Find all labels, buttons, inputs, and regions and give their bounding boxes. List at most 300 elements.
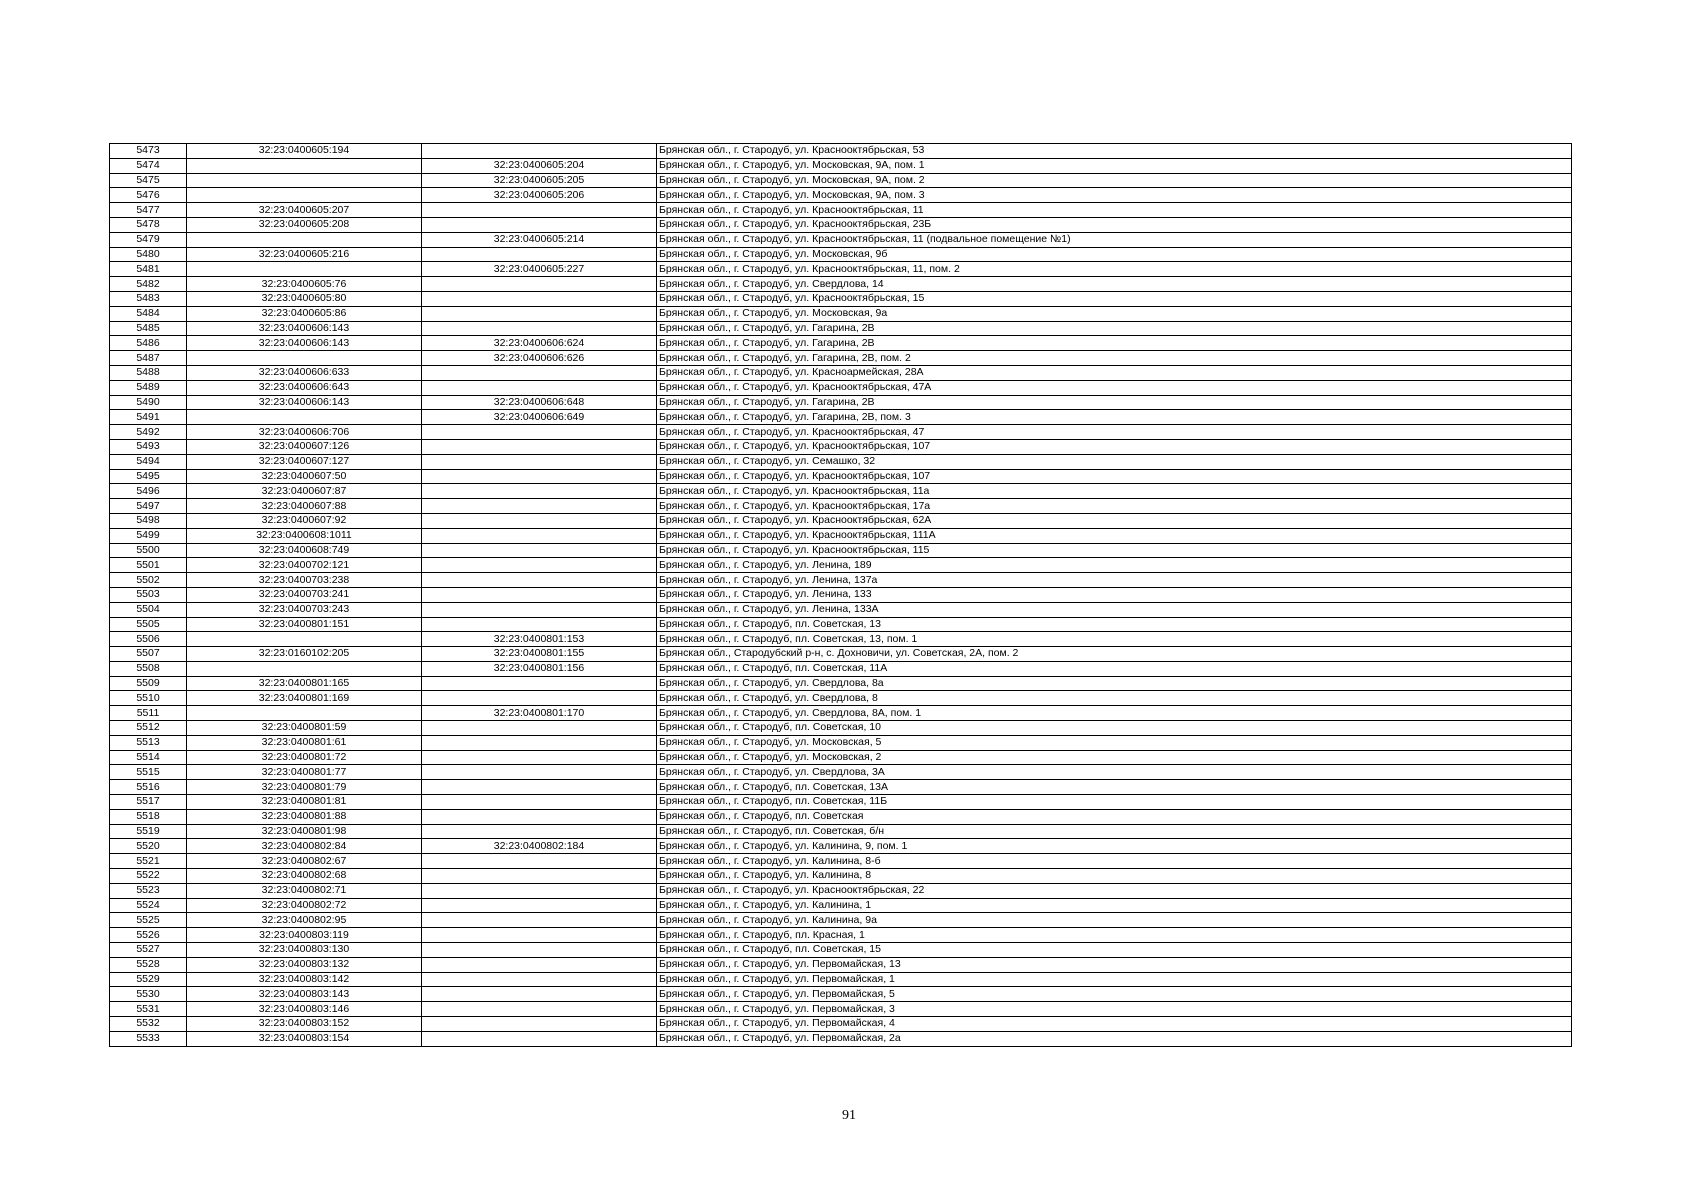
table-row <box>110 410 1572 425</box>
premises-cadastral-number-cell <box>422 883 657 898</box>
row-number-cell: 5473 <box>110 144 187 159</box>
premises-cadastral-number-cell: 32:23:0400801:155 <box>422 647 657 662</box>
page-number: 91 <box>842 1108 856 1123</box>
premises-cadastral-number-cell <box>422 1031 657 1046</box>
row-number-cell: 5498 <box>110 513 187 528</box>
address-cell: Брянская обл., г. Стародуб, ул. Краснооктябрьская, 22 <box>657 883 1572 898</box>
row-number-cell: 5475 <box>110 173 187 188</box>
table-row <box>110 691 1572 706</box>
cadastral-number-cell: 32:23:0400802:71 <box>187 883 422 898</box>
premises-cadastral-number-cell <box>422 1017 657 1032</box>
premises-cadastral-number-cell <box>422 765 657 780</box>
table-row <box>110 765 1572 780</box>
row-number-cell: 5526 <box>110 928 187 943</box>
row-number-cell: 5493 <box>110 439 187 454</box>
row-number-cell: 5483 <box>110 291 187 306</box>
row-number-cell: 5512 <box>110 721 187 736</box>
address-cell: Брянская обл., г. Стародуб, пл. Советская, б/н <box>657 824 1572 839</box>
row-number-cell: 5520 <box>110 839 187 854</box>
row-number-cell: 5487 <box>110 351 187 366</box>
row-number-cell: 5495 <box>110 469 187 484</box>
row-number-cell: 5484 <box>110 306 187 321</box>
table-row <box>110 351 1572 366</box>
address-cell: Брянская обл., г. Стародуб, ул. Краснооктябрьская, 47А <box>657 380 1572 395</box>
table-row <box>110 706 1572 721</box>
row-number-cell: 5504 <box>110 602 187 617</box>
address-cell: Брянская обл., г. Стародуб, ул. Ленина, 189 <box>657 558 1572 573</box>
table-row <box>110 883 1572 898</box>
premises-cadastral-number-cell <box>422 469 657 484</box>
row-number-cell: 5491 <box>110 410 187 425</box>
table-row <box>110 291 1572 306</box>
address-cell: Брянская обл., г. Стародуб, ул. Ленина, 133 <box>657 587 1572 602</box>
table-row <box>110 543 1572 558</box>
cadastral-number-cell <box>187 173 422 188</box>
row-number-cell: 5519 <box>110 824 187 839</box>
cadastral-number-cell: 32:23:0400801:59 <box>187 721 422 736</box>
cadastral-number-cell: 32:23:0400608:1011 <box>187 528 422 543</box>
table-row <box>110 336 1572 351</box>
table-row <box>110 824 1572 839</box>
premises-cadastral-number-cell: 32:23:0400606:626 <box>422 351 657 366</box>
premises-cadastral-number-cell <box>422 824 657 839</box>
premises-cadastral-number-cell <box>422 735 657 750</box>
table-row <box>110 1017 1572 1032</box>
premises-cadastral-number-cell <box>422 676 657 691</box>
cadastral-number-cell: 32:23:0400802:72 <box>187 898 422 913</box>
address-cell: Брянская обл., г. Стародуб, ул. Семашко, 32 <box>657 454 1572 469</box>
document-table <box>109 143 1572 1047</box>
cadastral-number-cell <box>187 262 422 277</box>
premises-cadastral-number-cell <box>422 306 657 321</box>
address-cell: Брянская обл., г. Стародуб, ул. Первомайская, 4 <box>657 1017 1572 1032</box>
address-cell: Брянская обл., г. Стародуб, ул. Московская, 9А, пом. 2 <box>657 173 1572 188</box>
cadastral-number-cell <box>187 632 422 647</box>
table-row <box>110 513 1572 528</box>
premises-cadastral-number-cell: 32:23:0400605:214 <box>422 232 657 247</box>
cadastral-number-cell: 32:23:0400606:706 <box>187 425 422 440</box>
table-row <box>110 795 1572 810</box>
premises-cadastral-number-cell <box>422 987 657 1002</box>
premises-cadastral-number-cell <box>422 425 657 440</box>
premises-cadastral-number-cell <box>422 439 657 454</box>
cadastral-number-cell: 32:23:0400703:238 <box>187 573 422 588</box>
premises-cadastral-number-cell <box>422 277 657 292</box>
cadastral-number-cell: 32:23:0400607:127 <box>187 454 422 469</box>
cadastral-number-cell: 32:23:0400801:151 <box>187 617 422 632</box>
premises-cadastral-number-cell: 32:23:0400605:206 <box>422 188 657 203</box>
row-number-cell: 5481 <box>110 262 187 277</box>
table-row <box>110 158 1572 173</box>
address-cell: Брянская обл., г. Стародуб, пл. Советская, 11Б <box>657 795 1572 810</box>
address-cell: Брянская обл., г. Стародуб, ул. Ленина, 137а <box>657 573 1572 588</box>
cadastral-number-cell: 32:23:0400607:88 <box>187 499 422 514</box>
premises-cadastral-number-cell <box>422 750 657 765</box>
table-row <box>110 750 1572 765</box>
cadastral-number-cell: 32:23:0400607:50 <box>187 469 422 484</box>
premises-cadastral-number-cell <box>422 543 657 558</box>
cadastral-number-cell: 32:23:0400605:80 <box>187 291 422 306</box>
address-cell: Брянская обл., г. Стародуб, ул. Московская, 9б <box>657 247 1572 262</box>
address-cell: Брянская обл., г. Стародуб, пл. Советская, 10 <box>657 721 1572 736</box>
address-cell: Брянская обл., г. Стародуб, ул. Краснооктябрьская, 115 <box>657 543 1572 558</box>
cadastral-number-cell <box>187 706 422 721</box>
address-cell: Брянская обл., г. Стародуб, ул. Московская, 2 <box>657 750 1572 765</box>
table-row <box>110 1031 1572 1046</box>
premises-cadastral-number-cell <box>422 513 657 528</box>
address-cell: Брянская обл., г. Стародуб, ул. Краснооктябрьская, 15 <box>657 291 1572 306</box>
row-number-cell: 5501 <box>110 558 187 573</box>
row-number-cell: 5474 <box>110 158 187 173</box>
table-row <box>110 809 1572 824</box>
cadastral-number-cell: 32:23:0400802:95 <box>187 913 422 928</box>
cadastral-number-cell: 32:23:0400801:72 <box>187 750 422 765</box>
address-cell: Брянская обл., г. Стародуб, пл. Советская, 11А <box>657 661 1572 676</box>
cadastral-number-cell: 32:23:0400607:126 <box>187 439 422 454</box>
table-row <box>110 454 1572 469</box>
premises-cadastral-number-cell: 32:23:0400605:205 <box>422 173 657 188</box>
row-number-cell: 5505 <box>110 617 187 632</box>
row-number-cell: 5503 <box>110 587 187 602</box>
address-cell: Брянская обл., г. Стародуб, ул. Свердлова, 8а <box>657 676 1572 691</box>
premises-cadastral-number-cell: 32:23:0400801:170 <box>422 706 657 721</box>
premises-cadastral-number-cell <box>422 587 657 602</box>
cadastral-number-cell: 32:23:0400801:88 <box>187 809 422 824</box>
cadastral-number-cell: 32:23:0400605:216 <box>187 247 422 262</box>
table-row <box>110 173 1572 188</box>
row-number-cell: 5515 <box>110 765 187 780</box>
address-cell: Брянская обл., Стародубский р-н, с. Дохновичи, ул. Советская, 2А, пом. 2 <box>657 647 1572 662</box>
premises-cadastral-number-cell <box>422 217 657 232</box>
address-cell: Брянская обл., г. Стародуб, пл. Советская, 15 <box>657 943 1572 958</box>
table-row <box>110 647 1572 662</box>
premises-cadastral-number-cell <box>422 928 657 943</box>
premises-cadastral-number-cell <box>422 144 657 159</box>
premises-cadastral-number-cell: 32:23:0400605:204 <box>422 158 657 173</box>
address-cell: Брянская обл., г. Стародуб, ул. Калинина, 9а <box>657 913 1572 928</box>
premises-cadastral-number-cell: 32:23:0400801:156 <box>422 661 657 676</box>
premises-cadastral-number-cell <box>422 721 657 736</box>
address-cell: Брянская обл., г. Стародуб, ул. Свердлова, 3А <box>657 765 1572 780</box>
row-number-cell: 5511 <box>110 706 187 721</box>
cadastral-number-cell: 32:23:0400605:194 <box>187 144 422 159</box>
premises-cadastral-number-cell: 32:23:0400606:624 <box>422 336 657 351</box>
document-table-body <box>110 144 1572 1047</box>
table-row <box>110 661 1572 676</box>
row-number-cell: 5485 <box>110 321 187 336</box>
row-number-cell: 5530 <box>110 987 187 1002</box>
row-number-cell: 5514 <box>110 750 187 765</box>
address-cell: Брянская обл., г. Стародуб, ул. Первомайская, 3 <box>657 1002 1572 1017</box>
address-cell: Брянская обл., г. Стародуб, пл. Советская, 13 <box>657 617 1572 632</box>
row-number-cell: 5482 <box>110 277 187 292</box>
address-cell: Брянская обл., г. Стародуб, ул. Краснооктябрьская, 17а <box>657 499 1572 514</box>
address-cell: Брянская обл., г. Стародуб, пл. Красная, 1 <box>657 928 1572 943</box>
table-row <box>110 528 1572 543</box>
row-number-cell: 5492 <box>110 425 187 440</box>
table-row <box>110 232 1572 247</box>
table-row <box>110 617 1572 632</box>
address-cell: Брянская обл., г. Стародуб, ул. Краснооктябрьская, 107 <box>657 439 1572 454</box>
address-cell: Брянская обл., г. Стародуб, ул. Краснооктябрьская, 11 (подвальное помещение №1) <box>657 232 1572 247</box>
address-cell: Брянская обл., г. Стародуб, ул. Краснооктябрьская, 53 <box>657 144 1572 159</box>
address-cell: Брянская обл., г. Стародуб, ул. Краснооктябрьская, 111А <box>657 528 1572 543</box>
row-number-cell: 5499 <box>110 528 187 543</box>
cadastral-number-cell <box>187 351 422 366</box>
table-row <box>110 469 1572 484</box>
address-cell: Брянская обл., г. Стародуб, ул. Московская, 5 <box>657 735 1572 750</box>
table-row <box>110 217 1572 232</box>
table-row <box>110 928 1572 943</box>
premises-cadastral-number-cell <box>422 617 657 632</box>
premises-cadastral-number-cell <box>422 854 657 869</box>
row-number-cell: 5523 <box>110 883 187 898</box>
premises-cadastral-number-cell <box>422 869 657 884</box>
cadastral-number-cell: 32:23:0400605:207 <box>187 203 422 218</box>
cadastral-number-cell: 32:23:0400801:79 <box>187 780 422 795</box>
premises-cadastral-number-cell: 32:23:0400606:648 <box>422 395 657 410</box>
premises-cadastral-number-cell <box>422 943 657 958</box>
row-number-cell: 5480 <box>110 247 187 262</box>
table-row <box>110 247 1572 262</box>
cadastral-number-cell: 32:23:0400802:84 <box>187 839 422 854</box>
row-number-cell: 5502 <box>110 573 187 588</box>
cadastral-number-cell: 32:23:0400801:165 <box>187 676 422 691</box>
table-row <box>110 587 1572 602</box>
cadastral-number-cell: 32:23:0400802:67 <box>187 854 422 869</box>
row-number-cell: 5477 <box>110 203 187 218</box>
cadastral-number-cell: 32:23:0400803:119 <box>187 928 422 943</box>
table-row <box>110 987 1572 1002</box>
table-row <box>110 144 1572 159</box>
address-cell: Брянская обл., г. Стародуб, ул. Краснооктябрьская, 11 <box>657 203 1572 218</box>
cadastral-number-cell: 32:23:0400803:130 <box>187 943 422 958</box>
row-number-cell: 5497 <box>110 499 187 514</box>
table-row <box>110 898 1572 913</box>
table-row <box>110 203 1572 218</box>
address-cell: Брянская обл., г. Стародуб, пл. Советская, 13, пом. 1 <box>657 632 1572 647</box>
premises-cadastral-number-cell: 32:23:0400605:227 <box>422 262 657 277</box>
row-number-cell: 5490 <box>110 395 187 410</box>
row-number-cell: 5529 <box>110 972 187 987</box>
cadastral-number-cell: 32:23:0400606:633 <box>187 365 422 380</box>
row-number-cell: 5531 <box>110 1002 187 1017</box>
row-number-cell: 5488 <box>110 365 187 380</box>
address-cell: Брянская обл., г. Стародуб, ул. Московская, 9А, пом. 3 <box>657 188 1572 203</box>
table-row <box>110 957 1572 972</box>
premises-cadastral-number-cell <box>422 499 657 514</box>
address-cell: Брянская обл., г. Стародуб, ул. Краснооктябрьская, 107 <box>657 469 1572 484</box>
table-row <box>110 484 1572 499</box>
cadastral-number-cell: 32:23:0400802:68 <box>187 869 422 884</box>
row-number-cell: 5513 <box>110 735 187 750</box>
row-number-cell: 5524 <box>110 898 187 913</box>
address-cell: Брянская обл., г. Стародуб, ул. Московская, 9А, пом. 1 <box>657 158 1572 173</box>
cadastral-number-cell: 32:23:0400803:132 <box>187 957 422 972</box>
premises-cadastral-number-cell <box>422 780 657 795</box>
row-number-cell: 5525 <box>110 913 187 928</box>
row-number-cell: 5532 <box>110 1017 187 1032</box>
table-row <box>110 839 1572 854</box>
address-cell: Брянская обл., г. Стародуб, ул. Первомайская, 2а <box>657 1031 1572 1046</box>
address-cell: Брянская обл., г. Стародуб, ул. Московская, 9а <box>657 306 1572 321</box>
address-cell: Брянская обл., г. Стародуб, ул. Краснооктябрьская, 23Б <box>657 217 1572 232</box>
premises-cadastral-number-cell <box>422 380 657 395</box>
address-cell: Брянская обл., г. Стародуб, ул. Свердлова, 8 <box>657 691 1572 706</box>
address-cell: Брянская обл., г. Стародуб, ул. Гагарина, 2В, пом. 3 <box>657 410 1572 425</box>
address-cell: Брянская обл., г. Стародуб, ул. Краснооктябрьская, 62А <box>657 513 1572 528</box>
row-number-cell: 5476 <box>110 188 187 203</box>
row-number-cell: 5521 <box>110 854 187 869</box>
cadastral-number-cell: 32:23:0400606:143 <box>187 336 422 351</box>
premises-cadastral-number-cell <box>422 365 657 380</box>
address-cell: Брянская обл., г. Стародуб, ул. Калинина, 1 <box>657 898 1572 913</box>
cadastral-number-cell: 32:23:0400801:81 <box>187 795 422 810</box>
address-cell: Брянская обл., г. Стародуб, ул. Краснооктябрьская, 11а <box>657 484 1572 499</box>
cadastral-number-cell: 32:23:0400606:643 <box>187 380 422 395</box>
row-number-cell: 5506 <box>110 632 187 647</box>
cadastral-number-cell: 32:23:0400801:77 <box>187 765 422 780</box>
cadastral-number-cell: 32:23:0400803:154 <box>187 1031 422 1046</box>
cadastral-number-cell: 32:23:0400801:98 <box>187 824 422 839</box>
address-cell: Брянская обл., г. Стародуб, ул. Гагарина, 2В <box>657 321 1572 336</box>
address-cell: Брянская обл., г. Стародуб, ул. Калинина, 9, пом. 1 <box>657 839 1572 854</box>
table-row <box>110 721 1572 736</box>
cadastral-number-cell: 32:23:0400606:143 <box>187 395 422 410</box>
cadastral-number-cell: 32:23:0400608:749 <box>187 543 422 558</box>
cadastral-number-cell <box>187 188 422 203</box>
row-number-cell: 5522 <box>110 869 187 884</box>
address-cell: Брянская обл., г. Стародуб, ул. Первомайская, 1 <box>657 972 1572 987</box>
row-number-cell: 5494 <box>110 454 187 469</box>
address-cell: Брянская обл., г. Стародуб, ул. Красноармейская, 28А <box>657 365 1572 380</box>
table-row <box>110 425 1572 440</box>
cadastral-number-cell: 32:23:0400801:169 <box>187 691 422 706</box>
table-row <box>110 735 1572 750</box>
row-number-cell: 5507 <box>110 647 187 662</box>
cadastral-number-cell <box>187 661 422 676</box>
table-row <box>110 558 1572 573</box>
premises-cadastral-number-cell <box>422 573 657 588</box>
address-cell: Брянская обл., г. Стародуб, ул. Свердлова, 8А, пом. 1 <box>657 706 1572 721</box>
table-row <box>110 499 1572 514</box>
table-row <box>110 439 1572 454</box>
cadastral-number-cell: 32:23:0400803:146 <box>187 1002 422 1017</box>
table-row <box>110 869 1572 884</box>
row-number-cell: 5500 <box>110 543 187 558</box>
address-cell: Брянская обл., г. Стародуб, ул. Гагарина, 2В <box>657 336 1572 351</box>
address-cell: Брянская обл., г. Стародуб, пл. Советская <box>657 809 1572 824</box>
cadastral-number-cell: 32:23:0400803:152 <box>187 1017 422 1032</box>
cadastral-number-cell: 32:23:0400605:208 <box>187 217 422 232</box>
row-number-cell: 5518 <box>110 809 187 824</box>
cadastral-number-cell <box>187 232 422 247</box>
premises-cadastral-number-cell: 32:23:0400606:649 <box>422 410 657 425</box>
premises-cadastral-number-cell <box>422 809 657 824</box>
address-cell: Брянская обл., г. Стародуб, ул. Краснооктябрьская, 47 <box>657 425 1572 440</box>
cadastral-number-cell: 32:23:0400803:143 <box>187 987 422 1002</box>
premises-cadastral-number-cell <box>422 558 657 573</box>
address-cell: Брянская обл., г. Стародуб, ул. Гагарина, 2В <box>657 395 1572 410</box>
premises-cadastral-number-cell <box>422 454 657 469</box>
cadastral-number-cell: 32:23:0400703:241 <box>187 587 422 602</box>
table-row <box>110 395 1572 410</box>
cadastral-number-cell: 32:23:0400606:143 <box>187 321 422 336</box>
premises-cadastral-number-cell <box>422 972 657 987</box>
table-row <box>110 854 1572 869</box>
table-row <box>110 306 1572 321</box>
row-number-cell: 5527 <box>110 943 187 958</box>
cadastral-number-cell <box>187 410 422 425</box>
table-row <box>110 573 1572 588</box>
table-row <box>110 1002 1572 1017</box>
row-number-cell: 5478 <box>110 217 187 232</box>
table-row <box>110 321 1572 336</box>
cadastral-number-cell <box>187 158 422 173</box>
premises-cadastral-number-cell <box>422 602 657 617</box>
address-cell: Брянская обл., г. Стародуб, ул. Свердлова, 14 <box>657 277 1572 292</box>
table-row <box>110 277 1572 292</box>
table-row <box>110 602 1572 617</box>
address-cell: Брянская обл., г. Стародуб, ул. Гагарина, 2В, пом. 2 <box>657 351 1572 366</box>
premises-cadastral-number-cell <box>422 913 657 928</box>
row-number-cell: 5517 <box>110 795 187 810</box>
premises-cadastral-number-cell <box>422 484 657 499</box>
premises-cadastral-number-cell <box>422 691 657 706</box>
address-cell: Брянская обл., г. Стародуб, ул. Краснооктябрьская, 11, пом. 2 <box>657 262 1572 277</box>
row-number-cell: 5516 <box>110 780 187 795</box>
cadastral-number-cell: 32:23:0160102:205 <box>187 647 422 662</box>
address-cell: Брянская обл., г. Стародуб, ул. Калинина, 8-б <box>657 854 1572 869</box>
table-row <box>110 780 1572 795</box>
row-number-cell: 5479 <box>110 232 187 247</box>
cadastral-number-cell: 32:23:0400605:86 <box>187 306 422 321</box>
premises-cadastral-number-cell <box>422 898 657 913</box>
cadastral-number-cell: 32:23:0400607:92 <box>187 513 422 528</box>
row-number-cell: 5508 <box>110 661 187 676</box>
table-row <box>110 943 1572 958</box>
premises-cadastral-number-cell <box>422 957 657 972</box>
row-number-cell: 5533 <box>110 1031 187 1046</box>
premises-cadastral-number-cell <box>422 247 657 262</box>
address-cell: Брянская обл., г. Стародуб, пл. Советская, 13А <box>657 780 1572 795</box>
table-row <box>110 632 1572 647</box>
cadastral-number-cell: 32:23:0400607:87 <box>187 484 422 499</box>
cadastral-number-cell: 32:23:0400703:243 <box>187 602 422 617</box>
premises-cadastral-number-cell: 32:23:0400802:184 <box>422 839 657 854</box>
premises-cadastral-number-cell: 32:23:0400801:153 <box>422 632 657 647</box>
row-number-cell: 5510 <box>110 691 187 706</box>
cadastral-number-cell: 32:23:0400801:61 <box>187 735 422 750</box>
cadastral-number-cell: 32:23:0400702:121 <box>187 558 422 573</box>
table-row <box>110 676 1572 691</box>
premises-cadastral-number-cell <box>422 528 657 543</box>
address-cell: Брянская обл., г. Стародуб, ул. Калинина, 8 <box>657 869 1572 884</box>
cadastral-number-cell: 32:23:0400605:76 <box>187 277 422 292</box>
row-number-cell: 5509 <box>110 676 187 691</box>
premises-cadastral-number-cell <box>422 321 657 336</box>
table-row <box>110 365 1572 380</box>
address-cell: Брянская обл., г. Стародуб, ул. Первомайская, 13 <box>657 957 1572 972</box>
address-cell: Брянская обл., г. Стародуб, ул. Ленина, 133А <box>657 602 1572 617</box>
premises-cadastral-number-cell <box>422 203 657 218</box>
table-row <box>110 913 1572 928</box>
premises-cadastral-number-cell <box>422 291 657 306</box>
cadastral-number-cell: 32:23:0400803:142 <box>187 972 422 987</box>
table-row <box>110 380 1572 395</box>
row-number-cell: 5489 <box>110 380 187 395</box>
row-number-cell: 5496 <box>110 484 187 499</box>
